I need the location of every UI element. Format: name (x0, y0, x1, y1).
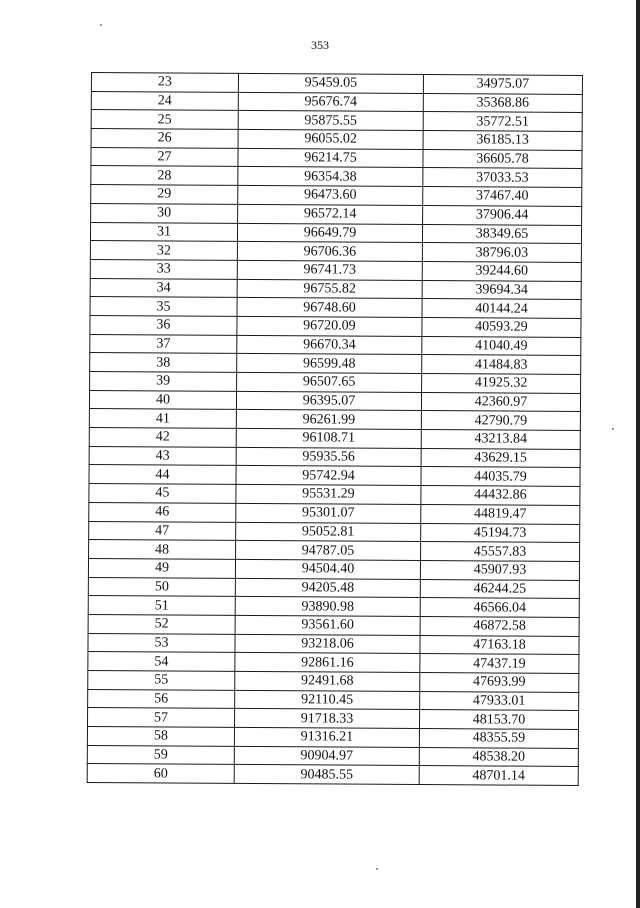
row-index-cell: 53 (88, 633, 235, 653)
value-b-cell: 44432.86 (421, 486, 580, 506)
row-index-cell: 44 (89, 465, 236, 485)
value-a-cell: 96354.38 (238, 167, 423, 187)
row-index-cell: 59 (87, 745, 234, 765)
value-b-cell: 37906.44 (423, 205, 582, 225)
value-b-cell: 44819.47 (421, 504, 580, 524)
value-b-cell: 44035.79 (421, 467, 580, 487)
value-a-cell: 96599.48 (237, 354, 422, 374)
value-a-cell: 96055.02 (238, 129, 423, 149)
value-b-cell: 39244.60 (422, 261, 581, 281)
row-index-cell: 39 (90, 371, 237, 391)
row-index-cell: 57 (88, 708, 235, 728)
row-index-cell: 34 (90, 278, 237, 298)
value-a-cell: 96261.99 (236, 410, 421, 430)
value-a-cell: 91316.21 (234, 727, 419, 747)
value-a-cell: 93890.98 (235, 597, 420, 617)
row-index-cell: 40 (89, 390, 236, 410)
value-b-cell: 38796.03 (422, 243, 581, 263)
row-index-cell: 58 (87, 727, 234, 747)
value-a-cell: 96214.75 (238, 148, 423, 168)
value-b-cell: 45907.93 (420, 560, 579, 580)
value-b-cell: 47437.19 (420, 654, 579, 674)
value-b-cell: 47693.99 (420, 673, 579, 693)
scan-speck (612, 428, 614, 430)
value-b-cell: 38349.65 (422, 224, 581, 244)
value-b-cell: 46566.04 (420, 598, 579, 618)
value-a-cell: 96720.09 (237, 316, 422, 336)
scan-speck (376, 868, 378, 870)
value-a-cell: 94504.40 (235, 559, 420, 579)
row-index-cell: 30 (91, 203, 238, 223)
row-index-cell: 31 (90, 222, 237, 242)
row-index-cell: 49 (88, 558, 235, 578)
row-index-cell: 32 (90, 241, 237, 261)
value-b-cell: 36605.78 (423, 149, 582, 169)
value-b-cell: 41925.32 (422, 374, 581, 394)
row-index-cell: 36 (90, 315, 237, 335)
row-index-cell: 27 (91, 147, 238, 167)
value-a-cell: 96395.07 (236, 391, 421, 411)
value-b-cell: 37033.53 (423, 168, 582, 188)
value-b-cell: 47163.18 (420, 635, 579, 655)
value-b-cell: 42360.97 (421, 392, 580, 412)
row-index-cell: 47 (89, 521, 236, 541)
row-index-cell: 60 (87, 764, 234, 784)
row-index-cell: 56 (88, 689, 235, 709)
value-a-cell: 96706.36 (237, 242, 422, 262)
value-a-cell: 91718.33 (234, 709, 419, 729)
value-b-cell: 43629.15 (421, 448, 580, 468)
value-a-cell: 92861.16 (235, 653, 420, 673)
table-body (87, 73, 582, 786)
row-index-cell: 25 (91, 110, 238, 130)
value-b-cell: 42790.79 (421, 411, 580, 431)
value-a-cell: 96670.34 (237, 335, 422, 355)
value-b-cell: 35772.51 (423, 112, 582, 132)
value-b-cell: 47933.01 (420, 691, 579, 711)
value-b-cell: 37467.40 (423, 187, 582, 207)
value-a-cell: 93561.60 (235, 615, 420, 635)
value-b-cell: 40144.24 (422, 299, 581, 319)
value-b-cell: 43213.84 (421, 430, 580, 450)
row-index-cell: 50 (88, 577, 235, 597)
row-index-cell: 55 (88, 670, 235, 690)
value-a-cell: 93218.06 (235, 634, 420, 654)
value-a-cell: 96649.79 (237, 223, 422, 243)
row-index-cell: 51 (88, 596, 235, 616)
value-a-cell: 96755.82 (237, 279, 422, 299)
value-b-cell: 35368.86 (423, 93, 582, 113)
value-a-cell: 96108.71 (236, 428, 421, 448)
row-index-cell: 46 (89, 502, 236, 522)
value-b-cell: 36185.13 (423, 131, 582, 151)
value-b-cell: 39694.34 (422, 280, 581, 300)
value-a-cell: 96572.14 (238, 204, 423, 224)
value-b-cell: 45557.83 (421, 542, 580, 562)
value-b-cell: 40593.29 (422, 317, 581, 337)
row-index-cell: 29 (91, 185, 238, 205)
row-index-cell: 54 (88, 652, 235, 672)
value-b-cell: 41040.49 (422, 336, 581, 356)
value-b-cell: 48538.20 (419, 747, 578, 767)
value-a-cell: 94787.05 (236, 541, 421, 561)
row-index-cell: 45 (89, 484, 236, 504)
row-index-cell: 52 (88, 614, 235, 634)
row-index-cell: 38 (90, 353, 237, 373)
data-table (87, 72, 583, 786)
scan-speck (100, 24, 102, 26)
scan-edge-shadow (636, 0, 640, 908)
row-index-cell: 41 (89, 409, 236, 429)
value-b-cell: 48701.14 (419, 766, 578, 786)
page-number: 353 (311, 38, 329, 52)
value-a-cell: 95459.05 (238, 73, 423, 93)
value-a-cell: 96473.60 (238, 186, 423, 206)
value-b-cell: 41484.83 (422, 355, 581, 375)
row-index-cell: 42 (89, 428, 236, 448)
value-a-cell: 92491.68 (235, 671, 420, 691)
row-index-cell: 26 (91, 129, 238, 149)
value-a-cell: 95301.07 (236, 503, 421, 523)
value-a-cell: 96741.73 (237, 260, 422, 280)
row-index-cell: 33 (90, 259, 237, 279)
value-b-cell: 46872.58 (420, 616, 579, 636)
value-a-cell: 95676.74 (238, 92, 423, 112)
value-b-cell: 34975.07 (423, 75, 582, 95)
row-index-cell: 23 (91, 73, 238, 93)
value-a-cell: 96748.60 (237, 298, 422, 318)
row-index-cell: 35 (90, 297, 237, 317)
value-b-cell: 46244.25 (420, 579, 579, 599)
value-a-cell: 95052.81 (236, 522, 421, 542)
value-b-cell: 45194.73 (421, 523, 580, 543)
value-a-cell: 96507.65 (237, 372, 422, 392)
value-a-cell: 92110.45 (235, 690, 420, 710)
value-b-cell: 48355.59 (419, 729, 578, 749)
row-index-cell: 24 (91, 91, 238, 111)
row-index-cell: 28 (91, 166, 238, 186)
row-index-cell: 37 (90, 334, 237, 354)
row-index-cell: 48 (89, 540, 236, 560)
value-a-cell: 90904.97 (234, 746, 419, 766)
value-a-cell: 95935.56 (236, 447, 421, 467)
value-a-cell: 90485.55 (234, 765, 419, 785)
value-a-cell: 95875.55 (238, 111, 423, 131)
value-a-cell: 94205.48 (235, 578, 420, 598)
value-b-cell: 48153.70 (419, 710, 578, 730)
value-a-cell: 95742.94 (236, 466, 421, 486)
value-a-cell: 95531.29 (236, 485, 421, 505)
row-index-cell: 43 (89, 446, 236, 466)
table-row (87, 764, 578, 786)
